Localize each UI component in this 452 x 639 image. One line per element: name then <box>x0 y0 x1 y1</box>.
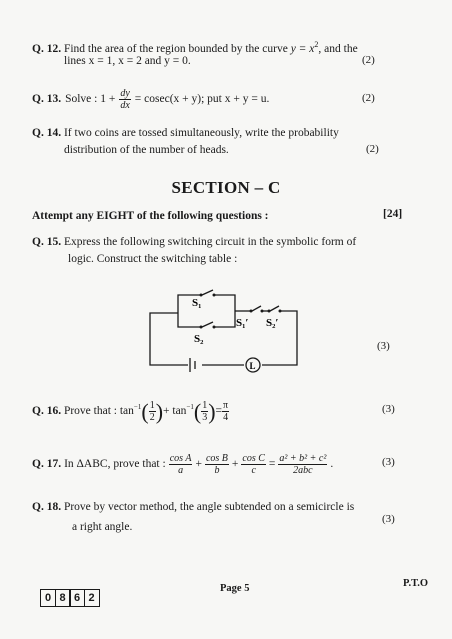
fraction-denominator: dx <box>120 100 130 111</box>
code-digit: 8 <box>55 589 71 607</box>
page-number: Page 5 <box>220 583 250 594</box>
question-13 <box>32 88 269 111</box>
question-number: Q. 18. <box>32 501 62 513</box>
question-prefix: In ΔABC, prove that : <box>64 458 166 470</box>
question-text-end: , and the <box>318 42 358 55</box>
question-number: Q. 12. <box>32 42 62 55</box>
switch-s2-prime-label: S₂′ <box>266 317 279 329</box>
question-number: Q. 17. <box>32 458 62 470</box>
plus-sign: + <box>195 458 202 470</box>
fraction-denominator: 2 <box>149 412 155 423</box>
question-12-marks: (2) <box>362 54 375 66</box>
section-title: SECTION – C <box>171 178 281 197</box>
question-text: Prove by vector method, the angle subtended on a semicircle is <box>63 501 355 513</box>
plus-sign: + <box>231 458 239 470</box>
paren-open: ( <box>193 398 202 424</box>
curve-equation: y = x <box>290 42 315 55</box>
pto-label: P.T.O <box>403 578 429 589</box>
paren-close: ) <box>155 398 164 424</box>
period: . <box>330 458 334 470</box>
switch-s1-prime-label: S₁′ <box>236 317 249 329</box>
question-17-marks: (3) <box>382 456 395 468</box>
question-number: Q. 16. <box>32 405 62 417</box>
term-cos-b <box>205 453 229 476</box>
question-rest: = cosec(x + y); put x + y = u. <box>134 93 270 105</box>
code-digit: 0 <box>40 589 56 607</box>
question-18-marks: (3) <box>382 513 395 525</box>
fraction-denominator: a <box>178 465 184 476</box>
question-18-line2: a right angle. <box>72 521 133 533</box>
fraction-numerator: cos B <box>205 453 228 464</box>
curve-exponent: 2 <box>314 40 319 49</box>
question-18 <box>32 500 354 515</box>
question-text: If two coins are tossed simultaneously, write the probability <box>63 127 339 139</box>
question-text: Express the following switching circuit in the symbolic form of <box>63 236 357 248</box>
question-12-line2: lines x = 1, x = 2 and y = 0. <box>64 55 191 67</box>
fraction-one-third <box>201 400 208 423</box>
question-15 <box>32 235 356 250</box>
paren-open: ( <box>141 398 149 424</box>
section-marks: [24] <box>383 208 403 220</box>
question-number: Q. 13. <box>32 93 62 105</box>
derivative-fraction <box>119 88 130 111</box>
question-prefix: Prove that : tan <box>63 405 134 417</box>
question-number: Q. 15. <box>32 236 62 248</box>
equals-sign: = <box>215 405 223 417</box>
lamp-label: L <box>249 361 256 371</box>
equals-sign: = <box>268 458 276 470</box>
term-cos-a <box>169 453 193 476</box>
switch-s1-label: S₁ <box>192 297 202 309</box>
question-prefix: Solve : 1 + <box>65 93 116 105</box>
section-instruction: Attempt any EIGHT of the following questions : <box>32 210 269 222</box>
fraction-denominator: b <box>214 465 220 476</box>
question-15-marks: (3) <box>377 340 390 352</box>
fraction-denominator: c <box>251 465 256 476</box>
question-17 <box>32 453 333 476</box>
paper-code-box <box>40 589 98 607</box>
fraction-denominator: 2abc <box>293 465 313 476</box>
inverse-superscript: −1 <box>186 403 194 411</box>
rhs-fraction <box>278 453 327 476</box>
switch-s2-label: S₂ <box>194 333 204 345</box>
question-16 <box>32 400 229 423</box>
fraction-numerator: a² + b² + c² <box>279 453 327 464</box>
paren-close: ) <box>208 398 216 424</box>
question-16-marks: (3) <box>382 403 395 415</box>
question-14 <box>32 126 339 141</box>
fraction-numerator: cos A <box>169 453 192 464</box>
code-digit: 6 <box>69 589 85 607</box>
code-digit: 2 <box>84 589 100 607</box>
question-text: Find the area of the region bounded by the curve <box>63 42 288 55</box>
term-cos-c <box>241 453 266 476</box>
fraction-numerator: dy <box>120 88 130 99</box>
fraction-denominator: 3 <box>202 412 208 423</box>
plus-tan: + tan <box>163 405 187 417</box>
fraction-numerator: cos C <box>242 453 265 464</box>
fraction-pi-quarter <box>222 400 229 423</box>
question-number: Q. 14. <box>32 127 62 139</box>
question-15-line2: logic. Construct the switching table : <box>68 253 238 265</box>
question-13-marks: (2) <box>362 92 375 104</box>
fraction-numerator: π <box>223 400 229 411</box>
fraction-denominator: 4 <box>223 412 229 423</box>
fraction-numerator: 1 <box>149 400 155 411</box>
switching-circuit-diagram <box>140 280 310 380</box>
fraction-one-half <box>149 400 156 423</box>
question-14-line2: distribution of the number of heads. <box>64 144 229 156</box>
inverse-superscript: −1 <box>133 403 142 411</box>
question-14-marks: (2) <box>366 143 379 155</box>
fraction-numerator: 1 <box>202 400 208 411</box>
